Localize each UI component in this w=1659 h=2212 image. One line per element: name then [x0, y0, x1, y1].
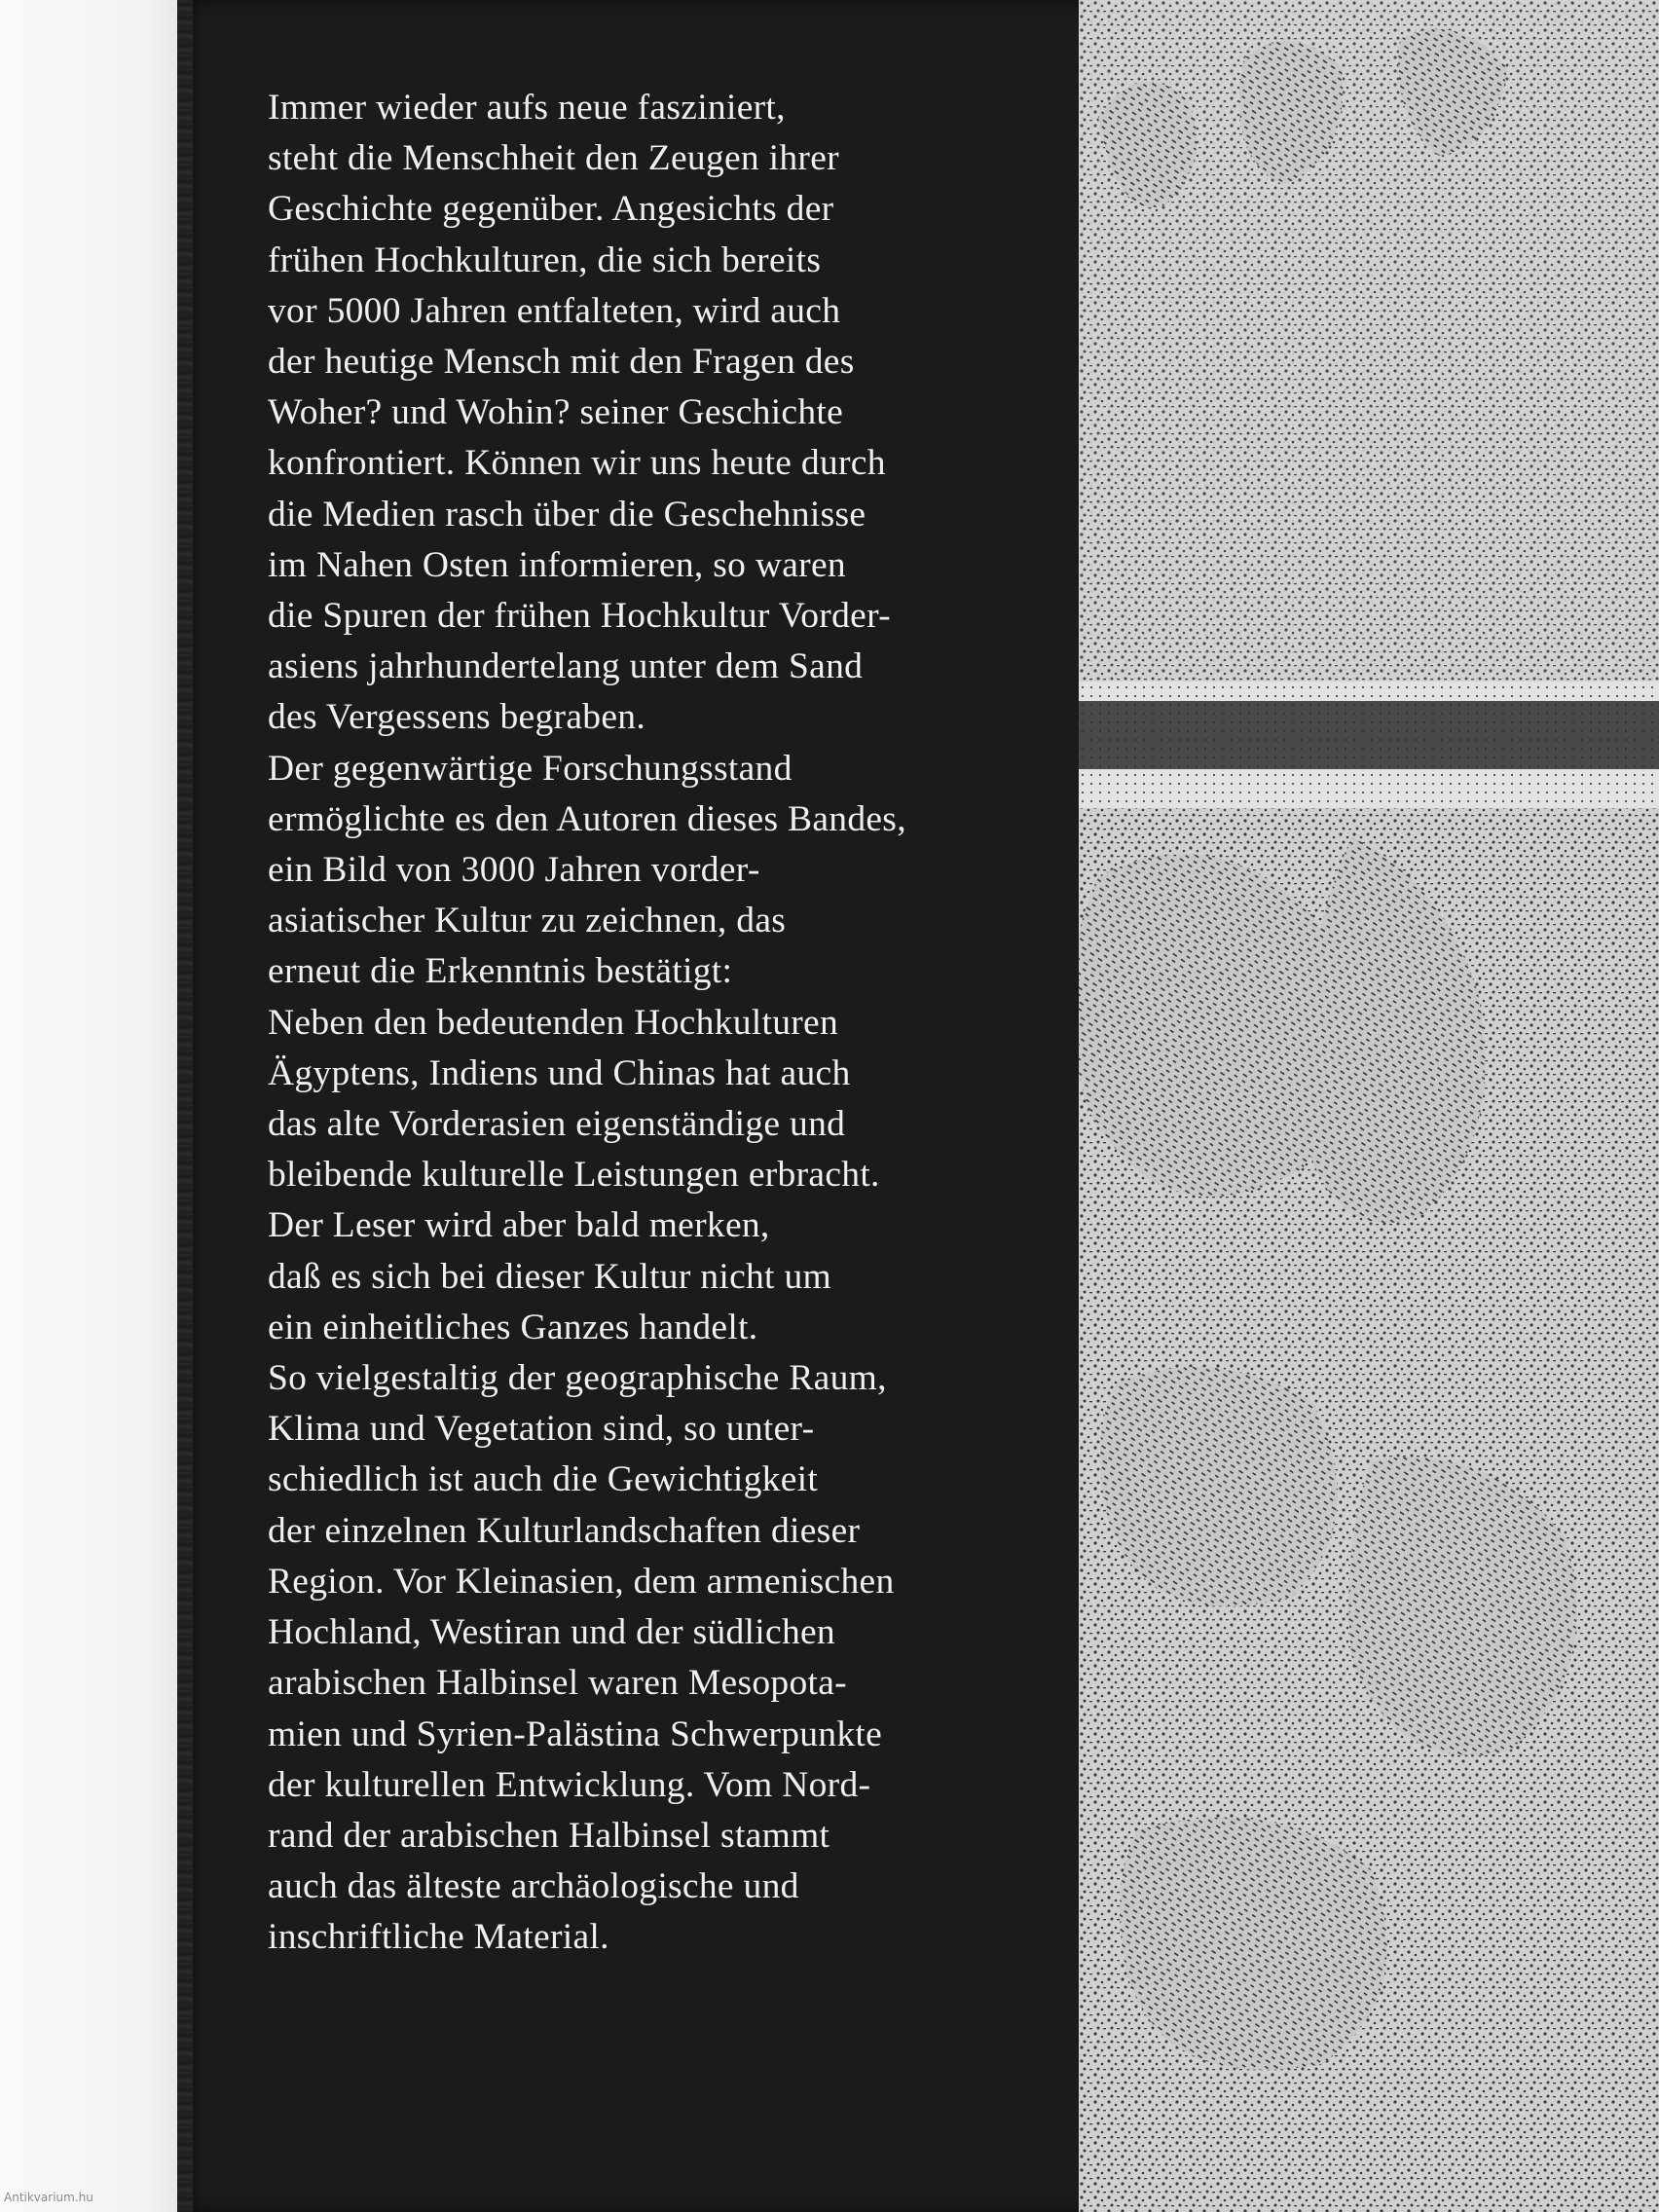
cover-illustration: [1079, 0, 1659, 2212]
blurb-line: Neben den bedeutenden Hochkulturen: [268, 1002, 839, 1043]
blurb-line: asiens jahrhundertelang unter dem Sand: [268, 646, 864, 687]
blurb-line: bleibende kulturelle Leistungen erbracht.: [268, 1155, 880, 1196]
blurb-line: asiatischer Kultur zu zeichnen, das: [268, 901, 787, 941]
blurb-line: So vielgestaltig der geographische Raum,: [268, 1358, 887, 1399]
blurb-line: Geschichte gegenüber. Angesichts der: [268, 189, 834, 230]
blurb-line: mien und Syrien-Palästina Schwerpunkte: [268, 1714, 883, 1754]
blurb-line: das alte Vorderasien eigenständige und: [268, 1104, 846, 1145]
blurb-line: erneut die Erkenntnis bestätigt:: [268, 951, 733, 992]
blurb-line: Klima und Vegetation sind, so unter-: [268, 1409, 815, 1450]
blurb-line: arabischen Halbinsel waren Mesopota-: [268, 1663, 847, 1704]
blurb-line: der kulturellen Entwicklung. Vom Nord-: [268, 1764, 871, 1805]
blurb-line: im Nahen Osten informieren, so waren: [268, 544, 846, 585]
blurb-line: auch das älteste archäologische und: [268, 1866, 799, 1907]
blurb-line: Der gegenwärtige Forschungsstand: [268, 748, 793, 789]
blurb-line: rand der arabischen Halbinsel stammt: [268, 1815, 830, 1856]
blurb-line: ein einheitliches Ganzes handelt.: [268, 1307, 758, 1347]
blurb-line: Ägyptens, Indiens und Chinas hat auch: [268, 1052, 851, 1093]
blurb-line: die Spuren der frühen Hochkultur Vorder-: [268, 596, 891, 637]
blurb-line: des Vergessens begraben.: [268, 697, 646, 738]
blurb-line: Der Leser wird aber bald merken,: [268, 1205, 770, 1246]
blurb-line: die Medien rasch über die Geschehnisse: [268, 494, 866, 535]
blurb-line: steht die Menschheit den Zeugen ihrer: [268, 138, 839, 179]
blurb-line: der heutige Mensch mit den Fragen des: [268, 342, 855, 383]
blurb-line: Region. Vor Kleinasien, dem armenischen: [268, 1561, 895, 1602]
blurb-line: frühen Hochkulturen, die sich bereits: [268, 240, 822, 280]
blurb-line: schiedlich ist auch die Gewichtigkeit: [268, 1459, 819, 1500]
blurb-line: der einzelnen Kulturlandschaften dieser: [268, 1510, 861, 1551]
blurb-line: daß es sich bei dieser Kultur nicht um: [268, 1256, 831, 1297]
page-margin: [0, 0, 185, 2212]
blurb-line: ermöglichte es den Autoren dieses Bandes,: [268, 798, 906, 839]
blurb-line: Immer wieder aufs neue fasziniert,: [268, 88, 786, 128]
blurb-line: Hochland, Westiran und der südlichen: [268, 1612, 835, 1653]
blurb-text: [268, 83, 1008, 1964]
stipple-relief-image: [1079, 0, 1659, 2212]
blurb-line: Woher? und Wohin? seiner Geschichte: [268, 392, 844, 433]
blurb-line: konfrontiert. Können wir uns heute durch: [268, 443, 886, 484]
blurb-line: inschriftliche Material.: [268, 1917, 609, 1958]
watermark: Antikvarium.hu: [4, 2191, 93, 2204]
blurb-line: ein Bild von 3000 Jahren vorder-: [268, 850, 760, 891]
blurb-line: vor 5000 Jahren entfalteten, wird auch: [268, 290, 841, 331]
